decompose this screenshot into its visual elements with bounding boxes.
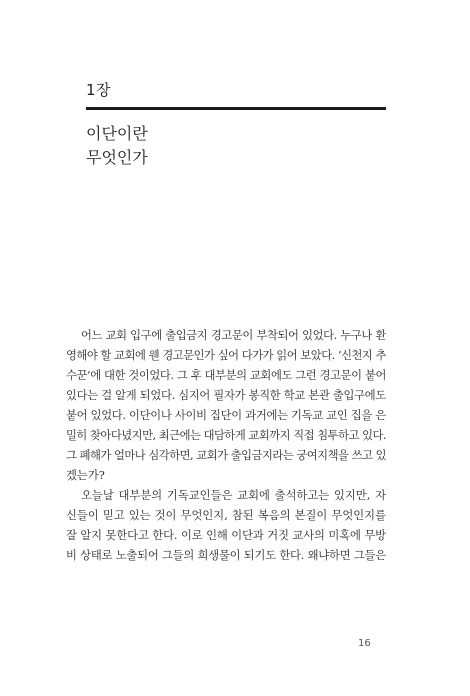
paragraph xyxy=(66,486,386,566)
chapter-title-line: 무엇인가 xyxy=(86,148,148,167)
paragraph xyxy=(66,326,386,486)
chapter-title xyxy=(86,122,148,170)
body-text xyxy=(66,326,386,566)
text-line: 오늘날 대부분의 기독교인들은 교회에 출석하고는 있지만, 자 xyxy=(81,489,386,502)
text-line: 그 폐해가 얼마나 심각하면, 교회가 출입금지라는 궁여지책을 쓰고 있 xyxy=(66,449,386,462)
text-line: 어느 교회 입구에 출입금지 경고문이 부착되어 있었다. 누구나 환 xyxy=(81,329,386,342)
text-line: 있다는 걸 알게 되었다. 심지어 필자가 봉직한 학교 본관 출입구에도 xyxy=(66,389,386,402)
text-line: 잘 알지 못한다고 한다. 이로 인해 이단과 거짓 교사의 미혹에 무방 xyxy=(66,529,386,542)
text-line: 겠는가? xyxy=(66,469,105,482)
chapter-label: 1장 xyxy=(86,81,112,99)
text-line: 수꾼’에 대한 것이었다. 그 후 대부분의 교회에도 그런 경고문이 붙어 xyxy=(66,369,386,382)
page-number: 16 xyxy=(358,638,371,649)
text-line: 붙어 있었다. 이단이나 사이비 집단이 과거에는 기독교 교인 집을 은 xyxy=(66,409,386,422)
text-line: 신들이 믿고 있는 것이 무엇인지, 참된 복음의 본질이 무엇인지를 xyxy=(66,509,386,522)
text-line: 영해야 할 교회에 웬 경고문인가 싶어 다가가 읽어 보았다. ‘신천지 추 xyxy=(66,349,386,362)
text-line: 밀히 찾아다녔지만, 최근에는 대담하게 교회까지 직접 침투하고 있다. xyxy=(66,429,386,442)
chapter-divider xyxy=(86,107,386,110)
chapter-title-line: 이단이란 xyxy=(86,124,148,143)
text-line: 비 상태로 노출되어 그들의 희생물이 되기도 한다. 왜냐하면 그들은 xyxy=(66,549,386,562)
